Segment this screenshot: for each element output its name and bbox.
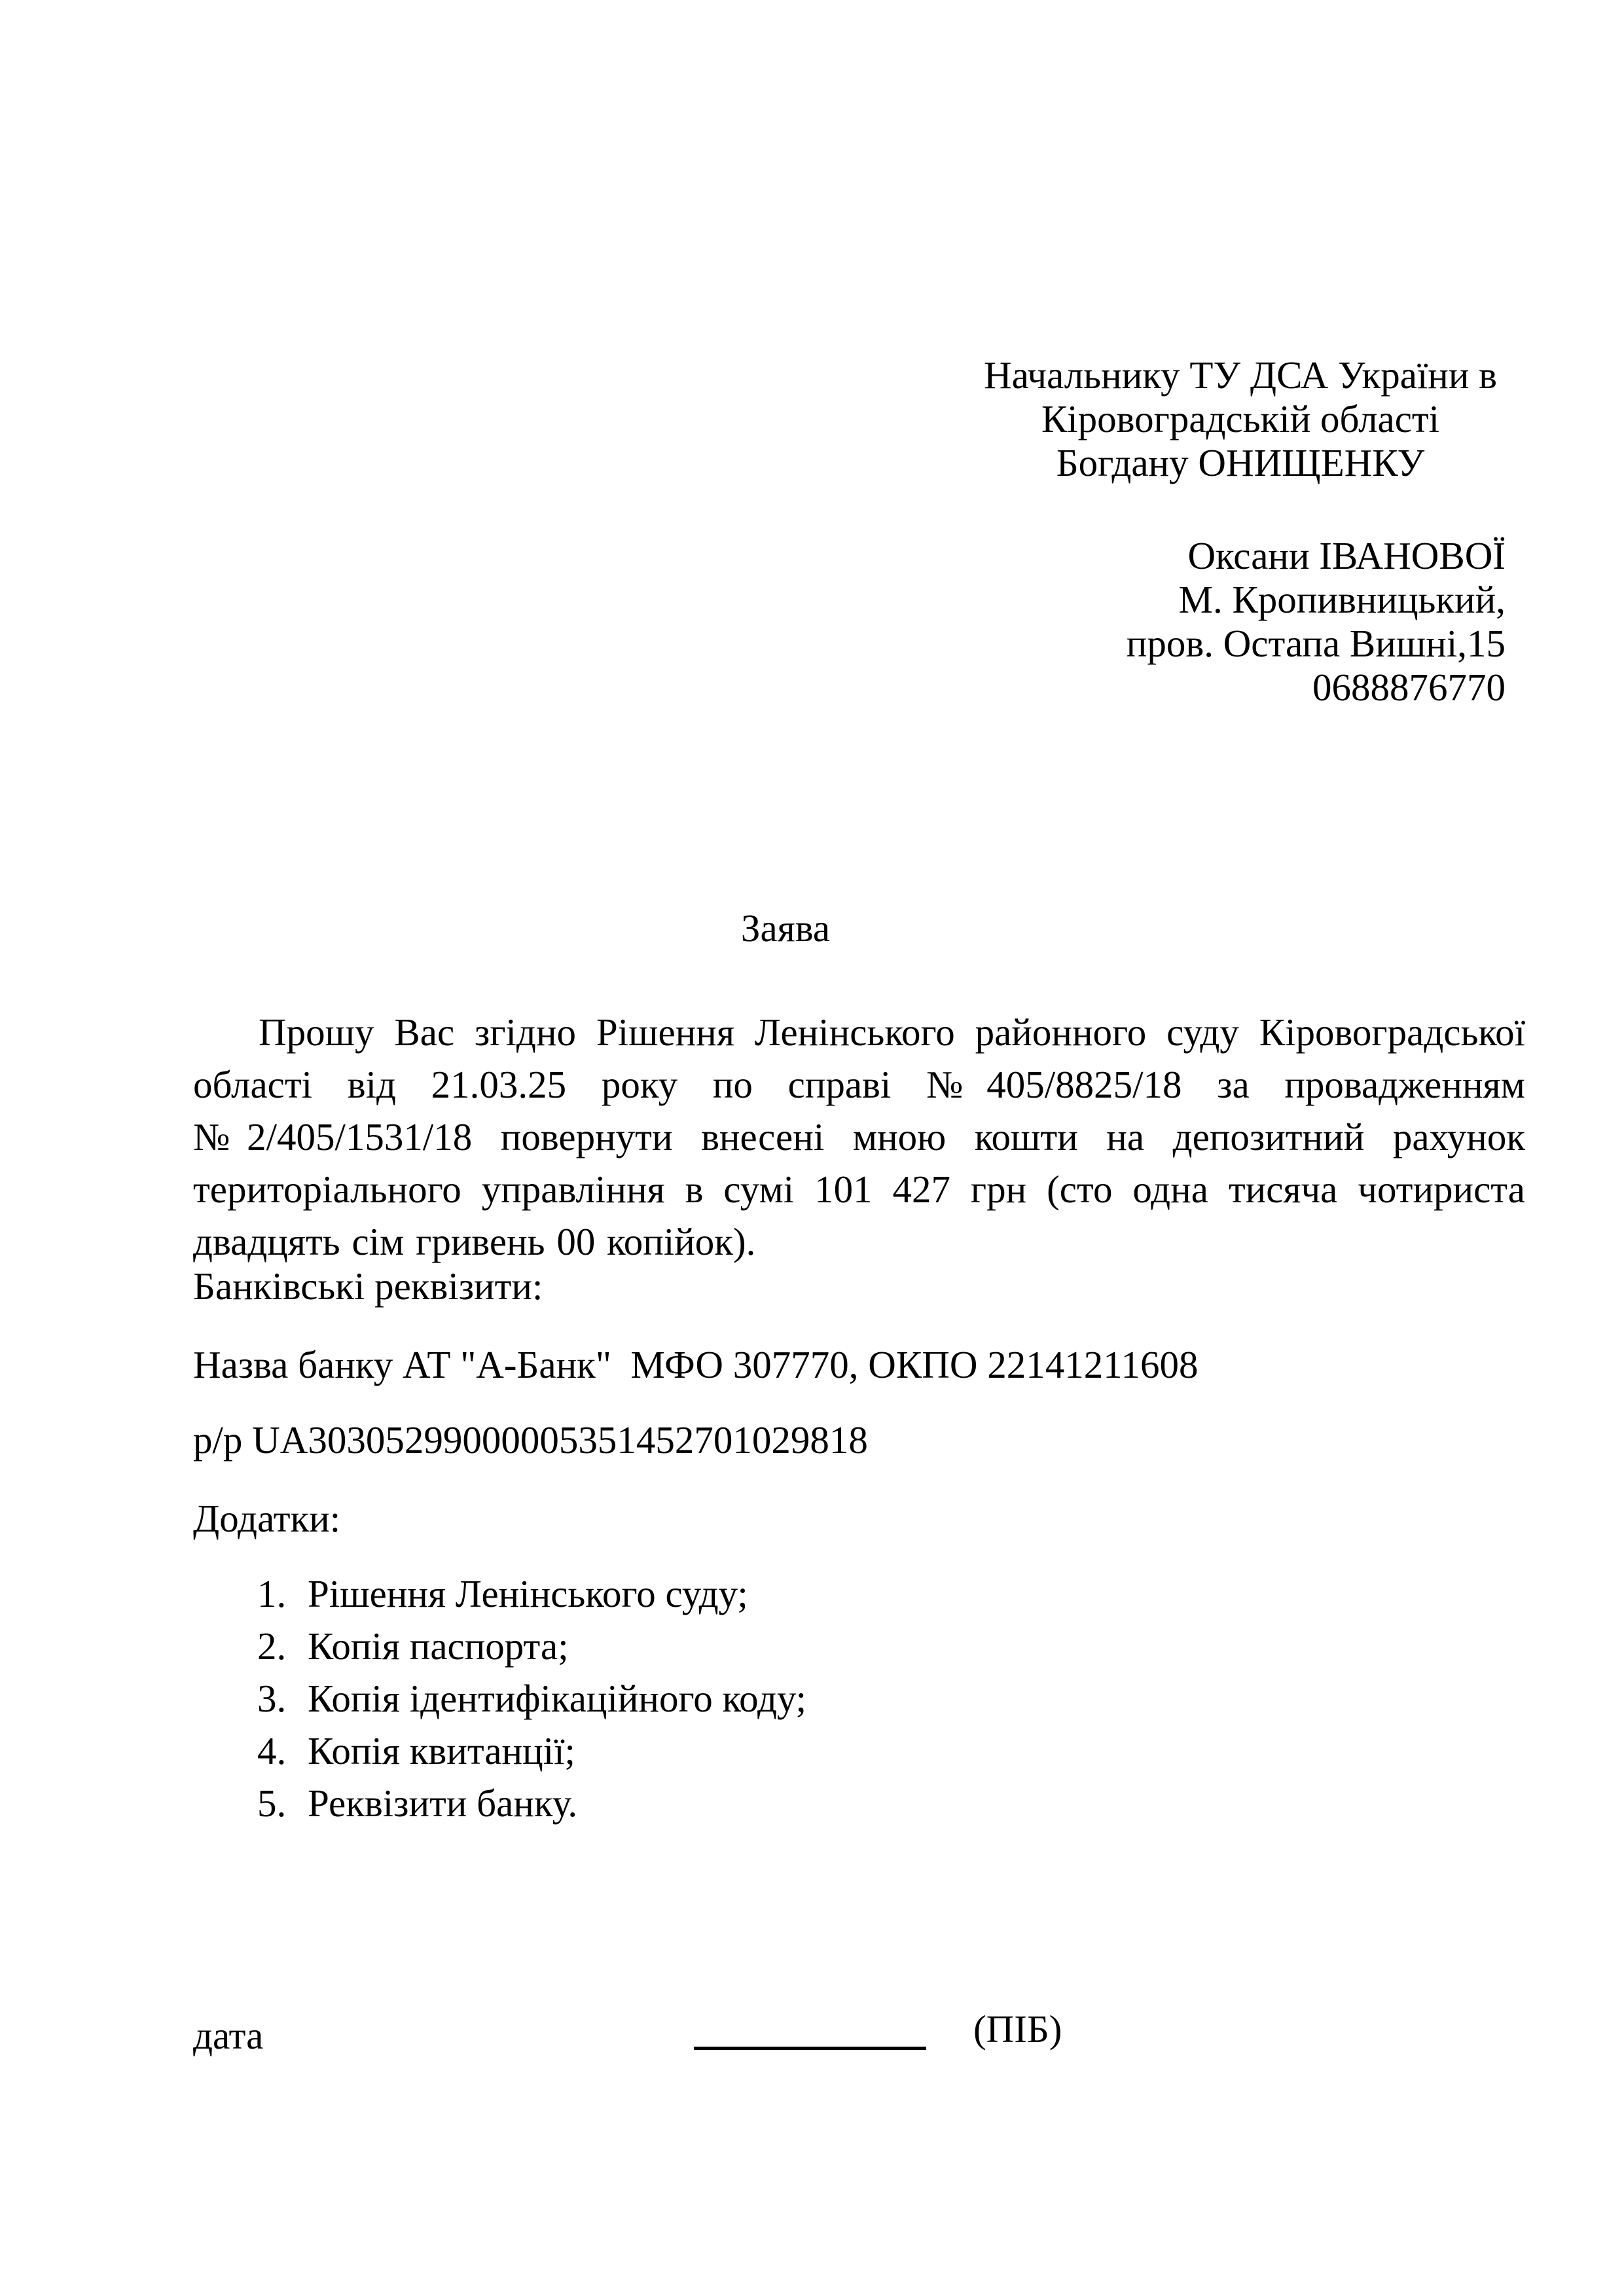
- attachment-item: 5. Реквізити банку.: [296, 1777, 1371, 1829]
- attachments-label: Додатки:: [193, 1497, 341, 1540]
- applicant-block: [851, 534, 1506, 709]
- date-label: дата: [193, 2014, 264, 2057]
- signature-row: [193, 2000, 1525, 2072]
- recipient-block: [952, 353, 1528, 485]
- applicant-address: пров. Остапа Вишні,15: [1126, 622, 1506, 665]
- recipient-line: Начальнику ТУ ДСА України в: [983, 353, 1498, 397]
- applicant-name: Оксани ІВАНОВОЇ: [1187, 534, 1506, 577]
- attachment-item: 2. Копія паспорта;: [296, 1620, 1371, 1672]
- signature-blank-line: [694, 2000, 926, 2050]
- attachment-item: 1. Рішення Ленінського суду;: [296, 1568, 1371, 1620]
- attachment-item: 3. Копія ідентифікаційного коду;: [296, 1672, 1371, 1725]
- request-paragraph: Прошу Вас згідно Рішення Ленінського районного суду Кіровоградської області від 21.03.25 року по справі №405/8825/18 за провадженням №2/405/1531/18 повернути внесені мною кошти на депозитний рахунок територіального управління в сумі 101 427 грн (сто одна тисяча чотириста двадцять сім гривень 00 копійок).: [193, 1011, 1525, 1263]
- bank-name-line: Назва банку АТ "А-Банк" МФО 307770, ОКПО 22141211608: [193, 1343, 1199, 1386]
- name-placeholder-label: (ПІБ): [973, 2007, 1062, 2051]
- attachments-list: [193, 1568, 1371, 1829]
- applicant-phone: 0688876770: [1312, 666, 1506, 709]
- document-title: Заява: [740, 906, 831, 950]
- recipient-line: Богдану ОНИЩЕНКУ: [1056, 441, 1425, 484]
- bank-details-label: Банківські реквізити:: [193, 1265, 543, 1308]
- applicant-city: М. Кропивницький,: [1178, 578, 1506, 621]
- account-number-line: р/р UA30305299000005351452701029818: [193, 1418, 868, 1462]
- attachment-item: 4. Копія квитанції;: [296, 1725, 1371, 1777]
- recipient-line: Кіровоградській області: [1041, 397, 1440, 440]
